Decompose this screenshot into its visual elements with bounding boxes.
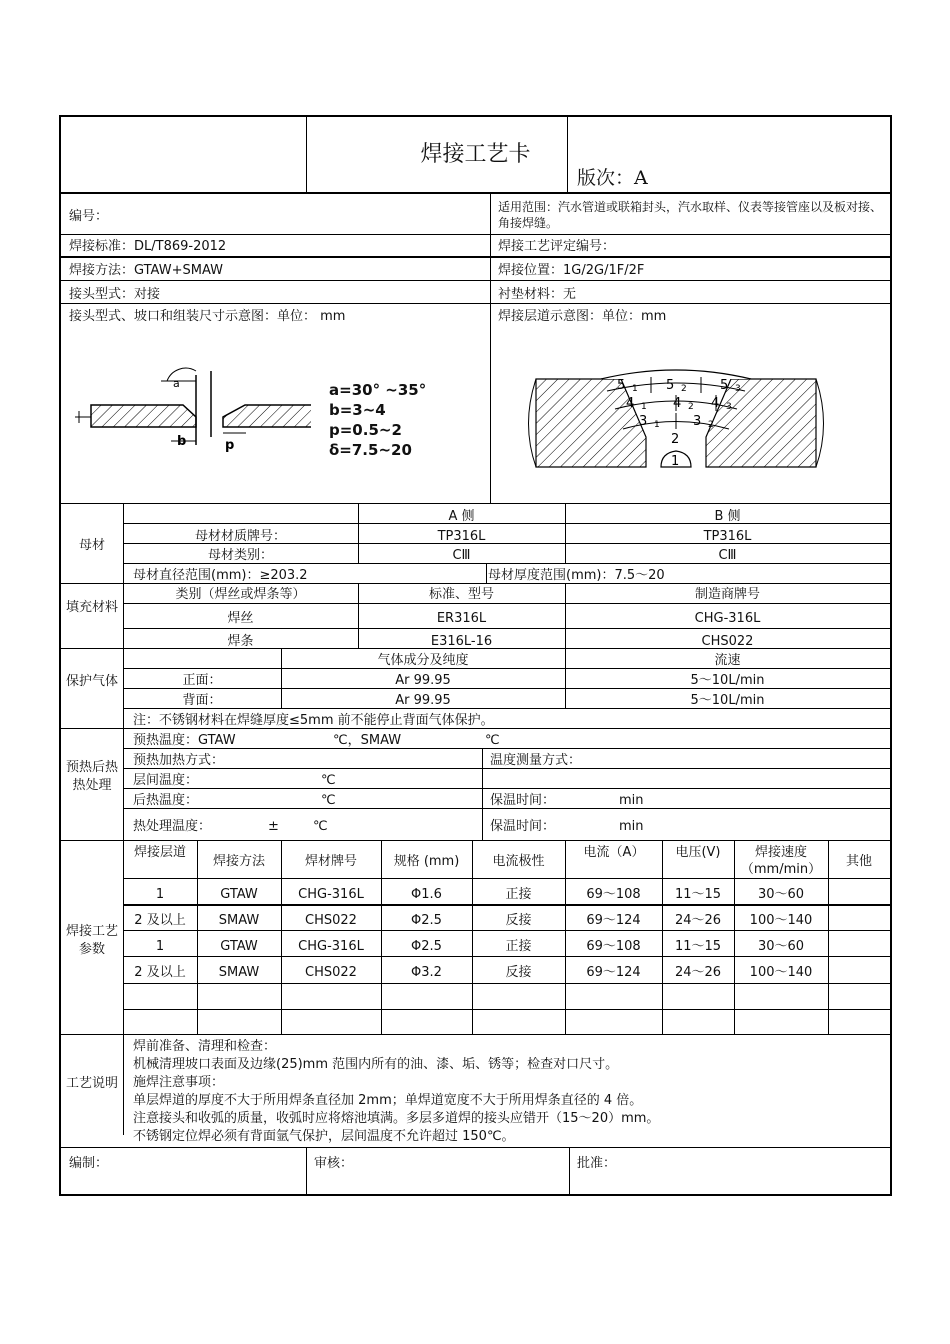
pwht-tolerance: ± [268, 819, 279, 834]
side-a-header: A 侧 [448, 509, 475, 524]
prepared-by-field: 编制： [69, 1156, 109, 1171]
preheat-unit: ℃ [485, 733, 500, 748]
table-cell: 1 [155, 887, 165, 902]
hold-time-2: 保温时间： [490, 819, 556, 834]
process-notes-label: 工艺说明 [65, 1076, 118, 1091]
grade-b-value: TP316L [703, 529, 752, 544]
bead-sequence-diagram [511, 369, 841, 471]
table-cell: 11～15 [674, 939, 722, 954]
diameter-range: 母材直径范围(mm)：≥203.2 [133, 568, 308, 583]
bead-number: 4 [711, 396, 720, 411]
table-cell: 69～108 [586, 939, 641, 954]
note-line: 注意接头和收弧的质量，收弧时应将熔池填满。多层多道焊的接头应错开（15～20）mm。 [133, 1111, 660, 1126]
pqr-number-field: 焊接工艺评定编号： [498, 239, 616, 254]
bead-number: 2 [671, 432, 680, 447]
header-voltage: 电压(V) [675, 845, 721, 860]
note-line: 单层焊道的厚度不大于所用焊条直径加 2mm；单焊道宽度不大于所用焊条直径的 4 倍。 [133, 1093, 643, 1108]
header-size: 规格 (mm) [393, 854, 460, 869]
position-field: 焊接位置：1G/2G/1F/2F [498, 263, 645, 278]
front-gas-value: Ar 99.95 [395, 673, 451, 688]
table-cell: 正接 [505, 939, 532, 954]
note-line: 施焊注意事项： [133, 1075, 225, 1090]
joint-type-field: 接头型式：对接 [69, 287, 161, 302]
table-cell: CHS022 [305, 913, 357, 928]
bead-number: 5 [617, 378, 626, 393]
preheat-method: 预热加热方式： [133, 753, 225, 768]
filler-brand-header: 制造商牌号 [694, 587, 760, 602]
bead-number: 2 [708, 420, 714, 430]
bead-number: 5 [666, 378, 675, 393]
post-heat-unit: ℃ [321, 793, 336, 808]
post-heat-temp: 后热温度： [133, 793, 199, 808]
header-speed: 焊接速度（mm/min） [740, 845, 822, 877]
table-cell: 2 及以上 [134, 965, 186, 980]
back-gas-value: Ar 99.95 [395, 693, 451, 708]
table-cell: 100～140 [749, 965, 813, 980]
table-cell: 1 [155, 939, 165, 954]
table-cell: CHG-316L [298, 939, 364, 954]
standard-field: 焊接标准：DL/T869-2012 [69, 239, 227, 254]
table-cell: 30～60 [757, 887, 805, 902]
wire-label: 焊丝 [227, 611, 254, 626]
version-label: 版次：A [577, 167, 648, 189]
pwht-unit: ℃ [313, 819, 328, 834]
filler-label: 填充材料 [65, 600, 118, 615]
bead-number: 1 [671, 454, 680, 469]
gas-composition-header: 气体成分及纯度 [377, 653, 469, 668]
front-flow-value: 5～10L/min [690, 673, 765, 688]
back-side-label: 背面： [182, 693, 222, 708]
gas-note: 注：不锈钢材料在焊缝厚度≤5mm 前不能停止背面气体保护。 [133, 713, 494, 728]
note-line: 不锈钢定位焊必须有背面氩气保护，层间温度不允许超过 150℃。 [133, 1129, 515, 1144]
angle-label: a [173, 377, 180, 390]
table-cell: 24～26 [674, 965, 722, 980]
table-cell: Φ2.5 [411, 913, 442, 928]
table-cell: 11～15 [674, 887, 722, 902]
bead-number: 2 [681, 384, 687, 394]
bead-number: 1 [632, 384, 638, 394]
back-flow-value: 5～10L/min [690, 693, 765, 708]
thickness-range: 母材厚度范围(mm)：7.5～20 [488, 568, 665, 583]
table-cell: 2 及以上 [134, 913, 186, 928]
bead-number: 1 [641, 402, 647, 412]
base-metal-label: 母材 [78, 538, 105, 553]
grade-a-value: TP316L [437, 529, 486, 544]
wire-brand: CHG-316L [694, 611, 761, 626]
bead-number: 3 [639, 414, 648, 429]
type-a-value: CⅢ [452, 548, 471, 563]
rod-brand: CHS022 [701, 634, 754, 649]
serial-number-field: 编号： [69, 209, 109, 224]
table-cell: 反接 [505, 965, 532, 980]
param-angle: a=30° ~35° [329, 381, 427, 399]
heat-treatment-label: 预热后热热处理 [65, 760, 118, 793]
wire-standard: ER316L [436, 611, 487, 626]
welding-procedure-card [59, 115, 892, 1196]
bead-number: 4 [673, 396, 682, 411]
header-filler-brand: 焊材牌号 [304, 854, 357, 869]
table-cell: 69～124 [586, 913, 641, 928]
param-thickness: δ=7.5~20 [329, 441, 412, 459]
front-side-label: 正面： [182, 673, 222, 688]
table-cell: Φ3.2 [411, 965, 442, 980]
note-line: 机械清理坡口表面及边缘(25)mm 范围内所有的油、漆、垢、锈等；检查对口尺寸。 [133, 1057, 619, 1072]
table-cell: Φ2.5 [411, 939, 442, 954]
bead-diagram-label: 焊接层道示意图：单位：mm [498, 309, 667, 324]
backing-material-field: 衬垫材料：无 [498, 287, 577, 302]
interpass-temp: 层间温度： [133, 773, 199, 788]
bead-number: 2 [688, 402, 694, 412]
approved-by-field: 批准： [577, 1156, 617, 1171]
header-other: 其他 [845, 854, 872, 869]
header-process: 焊接方法 [212, 854, 265, 869]
table-cell: SMAW [218, 913, 260, 928]
preheat-temp: 预热温度：GTAW [133, 733, 236, 748]
table-cell: SMAW [218, 965, 260, 980]
header-polarity: 电流极性 [492, 854, 545, 869]
material-grade-label: 母材材质牌号： [194, 529, 286, 544]
table-cell: CHG-316L [298, 887, 364, 902]
filler-category-header: 类别（焊丝或焊条等） [175, 587, 306, 602]
groove-diagram [71, 367, 311, 457]
gas-flow-header: 流速 [714, 653, 741, 668]
gap-label: b [177, 434, 187, 449]
note-line: 焊前准备、清理和检查： [133, 1039, 277, 1054]
table-cell: Φ1.6 [411, 887, 442, 902]
table-cell: GTAW [220, 887, 258, 902]
table-cell: 30～60 [757, 939, 805, 954]
header-current: 电流（A） [583, 845, 645, 860]
table-cell: CHS022 [305, 965, 357, 980]
side-b-header: B 侧 [714, 509, 741, 524]
hold-time-1: 保温时间： [490, 793, 556, 808]
pwht-temp: 热处理温度： [133, 819, 212, 834]
table-cell: 100～140 [749, 913, 813, 928]
param-gap: b=3~4 [329, 401, 386, 419]
scope-field: 适用范围：汽水管道或联箱封头，汽水取样、仪表等接管座以及板对接、角接焊缝。 [498, 200, 883, 230]
filler-standard-header: 标准、型号 [428, 587, 494, 602]
material-type-label: 母材类别： [207, 548, 273, 563]
temp-measure-method: 温度测量方式： [490, 753, 582, 768]
table-cell: 反接 [505, 913, 532, 928]
bead-number: 3 [726, 402, 732, 412]
type-b-value: CⅢ [718, 548, 737, 563]
gas-label: 保护气体 [65, 674, 118, 689]
table-cell: 69～108 [586, 887, 641, 902]
param-root-face: p=0.5~2 [329, 421, 402, 439]
welding-params-label: 焊接工艺参数 [65, 924, 118, 957]
bead-number: 3 [693, 414, 702, 429]
hold-time-1-unit: min [619, 793, 644, 808]
bead-number: 1 [654, 420, 660, 430]
reviewed-by-field: 审核： [314, 1156, 354, 1171]
rod-label: 焊条 [227, 634, 254, 649]
interpass-unit: ℃ [321, 773, 336, 788]
hold-time-2-unit: min [619, 819, 644, 834]
root-face-label: p [225, 438, 235, 453]
preheat-unit-smaw: ℃，SMAW [333, 733, 402, 748]
table-cell: GTAW [220, 939, 258, 954]
table-cell: 69～124 [586, 965, 641, 980]
process-field: 焊接方法：GTAW+SMAW [69, 263, 223, 278]
table-cell: 24～26 [674, 913, 722, 928]
header-pass: 焊接层道 [133, 845, 186, 860]
bead-number: 4 [626, 396, 635, 411]
rod-standard: E316L-16 [430, 634, 493, 649]
joint-diagram-label: 接头型式、坡口和组装尺寸示意图：单位： mm [69, 309, 346, 324]
bead-number: 5 [720, 378, 729, 393]
bead-number: 3 [735, 384, 741, 394]
table-cell: 正接 [505, 887, 532, 902]
card-title: 焊接工艺卡 [420, 142, 531, 167]
